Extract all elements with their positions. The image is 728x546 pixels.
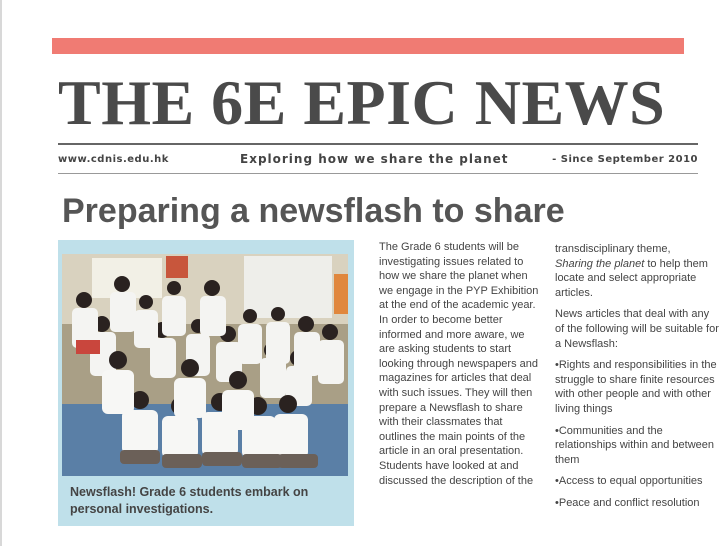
photo-caption: Newsflash! Grade 6 students embark on personal investigations.: [70, 485, 309, 516]
masthead-rule-bottom: [58, 173, 698, 174]
class-group-photo: [62, 254, 348, 476]
bullet-rights: •Rights and responsibilities in the struggle to share finite resources with other people and with other living things: [555, 359, 717, 415]
theme-after: to help them locate and select appropriate articles.: [555, 257, 708, 299]
motto-text: Exploring how we share the planet: [240, 152, 509, 166]
column-1-text: The Grade 6 students will be investigating issues related to how we share the planet when we engage in the PYP Exhibition at the end of the academic year. In order to become better informed and more aware, we are asking students to start looking through newspapers and magazines for articles that deal with such issues. They will then prepare a Newsflash to share with their classmates that outlines the main points of the article in an oral presentation. Students have looked at and discussed the description of the: [379, 241, 539, 487]
bullet-communities: •Communities and the relationships within and between them: [555, 424, 714, 466]
bullet-access: •Access to equal opportunities: [555, 475, 703, 488]
photo-frame: [58, 240, 354, 526]
article-headline: Preparing a newsflash to share: [62, 192, 565, 230]
tagline-row: [58, 148, 698, 172]
website-link[interactable]: www.cdnis.edu.hk: [58, 154, 169, 165]
since-text: - Since September 2010: [552, 154, 698, 165]
theme-paragraph: [555, 242, 721, 300]
bullet-peace: •Peace and conflict resolution: [555, 496, 700, 509]
masthead-rule-top: [58, 143, 698, 145]
masthead-title: THE 6E EPIC NEWS: [58, 67, 666, 138]
article-column-1: [379, 240, 539, 488]
intro-paragraph: News articles that deal with any of the following will be suitable for a Newsflash:: [555, 308, 719, 350]
theme-italic: Sharing the planet: [555, 257, 645, 270]
accent-bar: [52, 38, 684, 54]
article-column-2: [555, 242, 721, 518]
theme-before: transdisciplinary theme,: [555, 243, 671, 255]
